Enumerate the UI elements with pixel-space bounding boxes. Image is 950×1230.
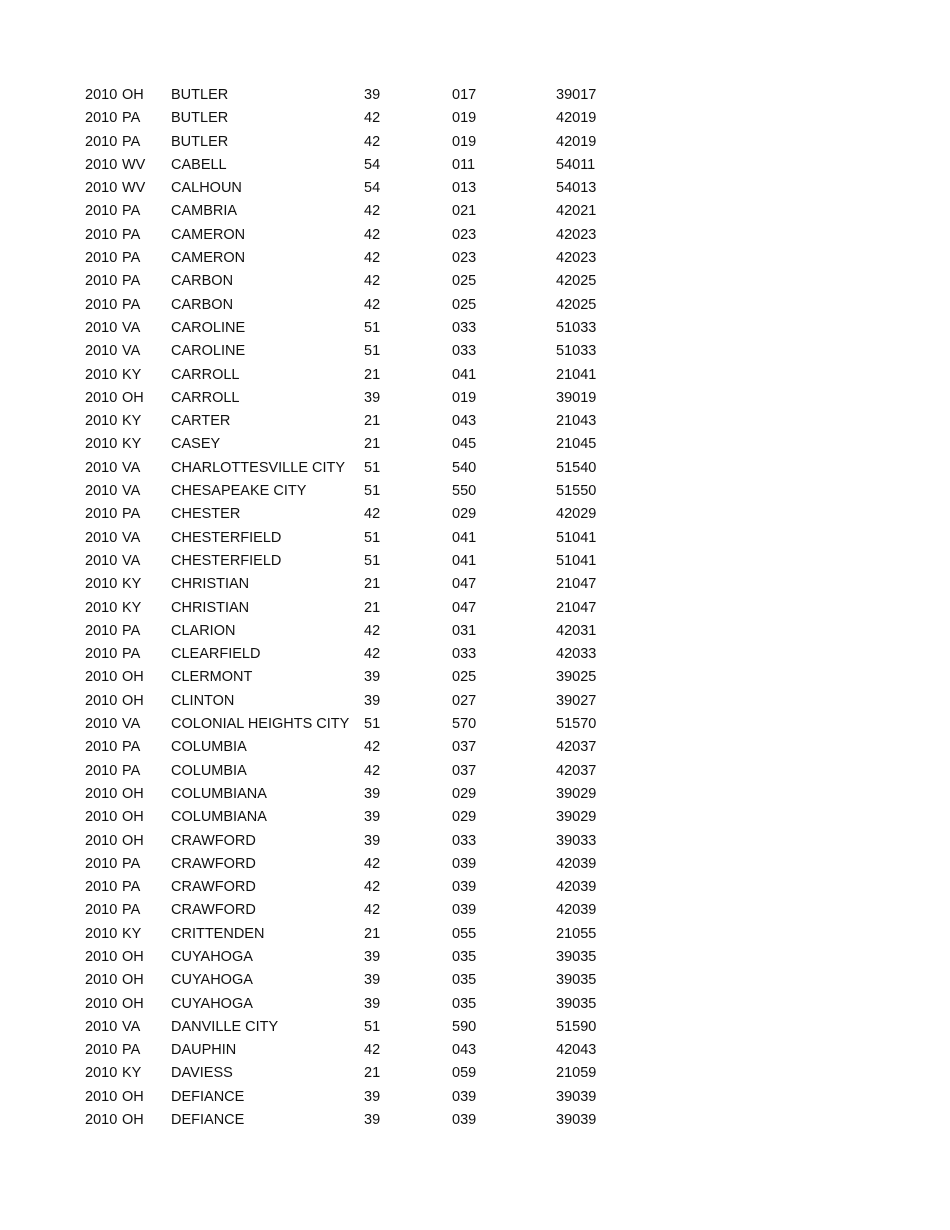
state-fips-cell: 21 [364,1065,381,1082]
full-fips-cell: 51590 [556,1018,597,1035]
full-fips-cell: 42023 [556,250,597,267]
county-fips-cell: 025 [452,296,477,313]
county-fips-cell: 047 [452,599,477,616]
county-fips-cell: 017 [452,87,477,103]
year-cell: 2010 [85,925,118,942]
county-cell: DAVIESS [171,1065,233,1082]
county-cell: CRAWFORD [171,902,256,919]
state-cell: KY [122,576,142,593]
state-fips-cell: 42 [364,273,381,290]
year-cell: 2010 [85,552,118,569]
state-cell: PA [122,622,141,639]
state-fips-cell: 21 [364,576,381,593]
county-fips-cell: 041 [452,529,477,546]
county-cell: COLUMBIA [171,739,247,756]
full-fips-cell: 39029 [556,809,597,826]
state-fips-cell: 39 [364,1088,381,1105]
county-fips-cell: 025 [452,669,477,686]
year-cell: 2010 [85,832,118,849]
state-fips-cell: 51 [364,459,381,476]
year-cell: 2010 [85,506,118,523]
full-fips-cell: 51033 [556,319,597,336]
state-cell: OH [122,995,144,1012]
state-fips-cell: 51 [364,716,381,733]
county-fips-cell: 011 [452,156,476,173]
full-fips-cell: 42037 [556,762,597,779]
county-cell: CAMERON [171,250,246,267]
full-fips-cell: 39035 [556,948,597,965]
full-fips-cell: 39029 [556,785,597,802]
state-cell: OH [122,948,144,965]
state-fips-cell: 42 [364,879,381,896]
year-cell: 2010 [85,250,118,267]
county-fips-cell: 039 [452,855,477,872]
year-cell: 2010 [85,156,118,173]
full-fips-cell: 42039 [556,902,597,919]
state-fips-cell: 42 [364,110,381,127]
county-cell: CRAWFORD [171,879,256,896]
county-fips-cell: 039 [452,902,477,919]
county-cell: CAMBRIA [171,203,238,220]
year-cell: 2010 [85,669,118,686]
county-fips-cell: 033 [452,319,477,336]
county-cell: CAROLINE [171,343,246,360]
county-fips-cell: 041 [452,366,477,383]
county-fips-cell: 037 [452,762,477,779]
state-fips-cell: 54 [364,180,381,197]
year-cell: 2010 [85,1112,118,1129]
county-fips-cell: 039 [452,879,477,896]
state-fips-cell: 42 [364,762,381,779]
full-fips-cell: 51570 [556,716,597,733]
year-cell: 2010 [85,203,118,220]
year-cell: 2010 [85,180,118,197]
county-cell: CHESTER [171,506,241,523]
state-cell: VA [122,459,141,476]
state-cell: VA [122,529,141,546]
year-cell: 2010 [85,366,118,383]
year-cell: 2010 [85,110,118,127]
state-cell: PA [122,646,141,663]
county-cell: CALHOUN [171,180,242,197]
state-cell: OH [122,389,144,406]
county-fips-cell: 025 [452,273,477,290]
year-cell: 2010 [85,576,118,593]
year-cell: 2010 [85,483,118,500]
state-fips-cell: 51 [364,319,381,336]
year-cell: 2010 [85,343,118,360]
state-fips-cell: 21 [364,366,381,383]
county-cell: CUYAHOGA [171,948,253,965]
state-fips-cell: 51 [364,552,381,569]
county-cell: COLUMBIA [171,762,247,779]
state-fips-cell: 42 [364,203,381,220]
county-cell: CHRISTIAN [171,576,250,593]
county-fips-cell: 029 [452,809,477,826]
county-cell: CHESTERFIELD [171,552,282,569]
year-cell: 2010 [85,762,118,779]
state-fips-cell: 42 [364,739,381,756]
full-fips-cell: 42019 [556,110,597,127]
county-cell: DEFIANCE [171,1088,245,1105]
state-fips-cell: 51 [364,1018,381,1035]
state-fips-cell: 51 [364,529,381,546]
state-cell: OH [122,1112,144,1129]
state-cell: OH [122,669,144,686]
year-cell: 2010 [85,995,118,1012]
state-fips-cell: 39 [364,389,381,406]
state-fips-cell: 42 [364,622,381,639]
full-fips-cell: 39035 [556,972,597,989]
county-fips-cell: 013 [452,180,477,197]
full-fips-cell: 42031 [556,622,597,639]
full-fips-cell: 42043 [556,1042,597,1059]
state-fips-cell: 39 [364,948,381,965]
year-cell: 2010 [85,948,118,965]
county-fips-cell: 041 [452,552,477,569]
state-fips-cell: 21 [364,413,381,430]
full-fips-cell: 21047 [556,576,597,593]
year-cell: 2010 [85,716,118,733]
full-fips-cell: 51033 [556,343,597,360]
state-fips-cell: 42 [364,646,381,663]
year-cell: 2010 [85,622,118,639]
year-cell: 2010 [85,459,118,476]
state-cell: OH [122,809,144,826]
state-cell: KY [122,436,142,453]
county-cell: COLUMBIANA [171,809,267,826]
state-fips-cell: 39 [364,692,381,709]
county-fips-cell: 033 [452,646,477,663]
county-cell: CARBON [171,273,234,290]
county-cell: CRAWFORD [171,832,256,849]
state-fips-cell: 39 [364,785,381,802]
state-fips-cell: 21 [364,925,381,942]
county-fips-cell: 035 [452,972,477,989]
county-fips-cell: 043 [452,1042,477,1059]
full-fips-cell: 42039 [556,879,597,896]
state-cell: KY [122,925,142,942]
state-cell: OH [122,87,144,103]
year-cell: 2010 [85,739,118,756]
state-cell: PA [122,739,141,756]
year-cell: 2010 [85,809,118,826]
county-cell: CASEY [171,436,221,453]
full-fips-cell: 42033 [556,646,597,663]
year-cell: 2010 [85,599,118,616]
year-cell: 2010 [85,296,118,313]
year-cell: 2010 [85,273,118,290]
full-fips-cell: 21041 [556,366,597,383]
state-fips-cell: 39 [364,1112,381,1129]
state-cell: PA [122,203,141,220]
county-cell: CUYAHOGA [171,995,253,1012]
county-fips-cell: 027 [452,692,477,709]
state-fips-cell: 21 [364,599,381,616]
year-cell: 2010 [85,436,118,453]
full-fips-cell: 39027 [556,692,597,709]
state-fips-cell: 42 [364,855,381,872]
state-fips-cell: 21 [364,436,381,453]
state-cell: OH [122,972,144,989]
county-cell: CLARION [171,622,236,639]
state-cell: OH [122,832,144,849]
full-fips-cell: 39025 [556,669,597,686]
full-fips-cell: 51540 [556,459,597,476]
state-cell: PA [122,879,141,896]
county-cell: CABELL [171,156,227,173]
county-fips-cell: 031 [452,622,477,639]
state-cell: OH [122,1088,144,1105]
state-fips-cell: 39 [364,995,381,1012]
full-fips-cell: 51041 [556,529,597,546]
full-fips-cell: 42023 [556,226,597,243]
county-cell: CLEARFIELD [171,646,261,663]
full-fips-cell: 42025 [556,296,597,313]
county-cell: CUYAHOGA [171,972,253,989]
full-fips-cell: 42021 [556,203,597,220]
state-fips-cell: 39 [364,832,381,849]
state-fips-cell: 51 [364,483,381,500]
year-cell: 2010 [85,692,118,709]
county-cell: DEFIANCE [171,1112,245,1129]
full-fips-cell: 21055 [556,925,597,942]
county-cell: BUTLER [171,87,229,103]
county-fips-cell: 023 [452,250,477,267]
state-cell: VA [122,1018,141,1035]
state-fips-cell: 51 [364,343,381,360]
state-cell: KY [122,1065,142,1082]
state-cell: WV [122,180,146,197]
county-cell: CRAWFORD [171,855,256,872]
county-cell: CARROLL [171,389,240,406]
year-cell: 2010 [85,1088,118,1105]
state-cell: PA [122,110,141,127]
county-cell: BUTLER [171,110,229,127]
county-fips-cell: 029 [452,506,477,523]
county-cell: DANVILLE CITY [171,1018,279,1035]
full-fips-cell: 21047 [556,599,597,616]
county-fips-cell: 550 [452,483,477,500]
state-cell: OH [122,785,144,802]
full-fips-cell: 39035 [556,995,597,1012]
county-cell: CHRISTIAN [171,599,250,616]
full-fips-cell: 42039 [556,855,597,872]
full-fips-cell: 42025 [556,273,597,290]
full-fips-cell: 42029 [556,506,597,523]
year-cell: 2010 [85,413,118,430]
county-fips-cell: 039 [452,1112,477,1129]
county-cell: CHESAPEAKE CITY [171,483,307,500]
county-fips-cell: 029 [452,785,477,802]
year-cell: 2010 [85,972,118,989]
county-cell: CHARLOTTESVILLE CITY [171,459,346,476]
state-cell: PA [122,902,141,919]
state-cell: VA [122,319,141,336]
year-cell: 2010 [85,389,118,406]
county-fips-cell: 590 [452,1018,477,1035]
full-fips-cell: 39019 [556,389,597,406]
county-cell: CAMERON [171,226,246,243]
county-fips-cell: 021 [452,203,477,220]
county-fips-cell: 570 [452,716,477,733]
state-cell: PA [122,250,141,267]
county-cell: CAROLINE [171,319,246,336]
state-fips-cell: 42 [364,296,381,313]
county-cell: CARROLL [171,366,240,383]
state-cell: PA [122,1042,141,1059]
state-fips-cell: 39 [364,972,381,989]
state-cell: VA [122,552,141,569]
county-fips-cell: 035 [452,995,477,1012]
state-cell: VA [122,716,141,733]
state-cell: PA [122,133,141,150]
state-cell: WV [122,156,146,173]
state-cell: PA [122,296,141,313]
year-cell: 2010 [85,1018,118,1035]
county-cell: CHESTERFIELD [171,529,282,546]
full-fips-cell: 42037 [556,739,597,756]
full-fips-cell: 51550 [556,483,597,500]
county-fips-cell: 055 [452,925,477,942]
state-fips-cell: 42 [364,506,381,523]
year-cell: 2010 [85,529,118,546]
state-fips-cell: 42 [364,1042,381,1059]
state-fips-cell: 42 [364,226,381,243]
state-cell: PA [122,506,141,523]
full-fips-cell: 21043 [556,413,597,430]
county-fips-cell: 039 [452,1088,477,1105]
state-cell: PA [122,855,141,872]
full-fips-cell: 39017 [556,87,597,103]
county-fips-cell: 043 [452,413,477,430]
state-fips-cell: 39 [364,809,381,826]
state-cell: OH [122,692,144,709]
year-cell: 2010 [85,133,118,150]
year-cell: 2010 [85,879,118,896]
county-cell: CARBON [171,296,234,313]
county-cell: BUTLER [171,133,229,150]
county-fips-cell: 033 [452,832,477,849]
state-cell: VA [122,343,141,360]
county-fips-cell: 019 [452,389,477,406]
county-cell: COLONIAL HEIGHTS CITY [171,716,350,733]
year-cell: 2010 [85,226,118,243]
year-cell: 2010 [85,1065,118,1082]
state-fips-cell: 42 [364,133,381,150]
full-fips-cell: 54011 [556,156,596,173]
county-fips-cell: 540 [452,459,477,476]
county-cell: CLERMONT [171,669,253,686]
year-cell: 2010 [85,87,118,103]
state-cell: KY [122,599,142,616]
county-fips-cell: 047 [452,576,477,593]
county-fips-cell: 037 [452,739,477,756]
county-fips-cell: 033 [452,343,477,360]
full-fips-cell: 21045 [556,436,597,453]
year-cell: 2010 [85,855,118,872]
full-fips-cell: 39039 [556,1112,597,1129]
county-cell: CLINTON [171,692,235,709]
year-cell: 2010 [85,319,118,336]
full-fips-cell: 39033 [556,832,597,849]
state-cell: KY [122,413,142,430]
county-fips-cell: 023 [452,226,477,243]
state-cell: KY [122,366,142,383]
full-fips-cell: 21059 [556,1065,597,1082]
county-fips-cell: 059 [452,1065,477,1082]
state-fips-cell: 54 [364,156,381,173]
full-fips-cell: 42019 [556,133,597,150]
county-fips-cell: 019 [452,133,477,150]
state-cell: VA [122,483,141,500]
full-fips-cell: 39039 [556,1088,597,1105]
county-cell: COLUMBIANA [171,785,267,802]
state-fips-cell: 42 [364,902,381,919]
county-fips-cell: 019 [452,110,477,127]
state-cell: PA [122,273,141,290]
state-fips-cell: 42 [364,250,381,267]
year-cell: 2010 [85,902,118,919]
county-cell: CARTER [171,413,231,430]
full-fips-cell: 51041 [556,552,597,569]
full-fips-cell: 54013 [556,180,597,197]
county-cell: CRITTENDEN [171,925,265,942]
county-cell: DAUPHIN [171,1042,237,1059]
year-cell: 2010 [85,1042,118,1059]
state-fips-cell: 39 [364,87,381,103]
state-fips-cell: 39 [364,669,381,686]
year-cell: 2010 [85,785,118,802]
state-cell: PA [122,762,141,779]
county-fips-cell: 045 [452,436,477,453]
county-fips-cell: 035 [452,948,477,965]
year-cell: 2010 [85,646,118,663]
state-cell: PA [122,226,141,243]
